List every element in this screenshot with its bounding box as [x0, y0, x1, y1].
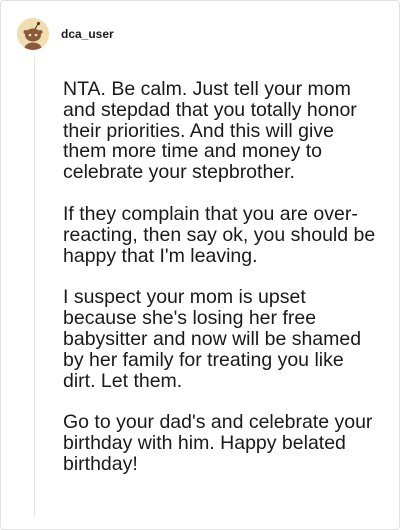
comment-paragraph: I suspect your mom is upset because she's losing her free babysitter and now will be shamed by her family for treating you like dirt. Let them.: [63, 286, 362, 392]
comment-body: [63, 79, 381, 496]
thread-line[interactable]: [34, 57, 35, 517]
comment-paragraph: Go to your dad's and celebrate your birthday with him. Happy belated birthday!: [63, 411, 373, 475]
comment-header: [17, 17, 114, 51]
username[interactable]: dca_user: [61, 27, 114, 41]
comment-paragraph: NTA. Be calm. Just tell your mom and stepdad that you totally honor their priorities. And this will give them more time and money to celebrate your stepbrother.: [63, 78, 357, 184]
comment-paragraph: If they complain that you are over-reacting, then say ok, you should be happy that I'm leaving.: [63, 202, 376, 267]
snoo-avatar-icon[interactable]: [17, 18, 49, 50]
